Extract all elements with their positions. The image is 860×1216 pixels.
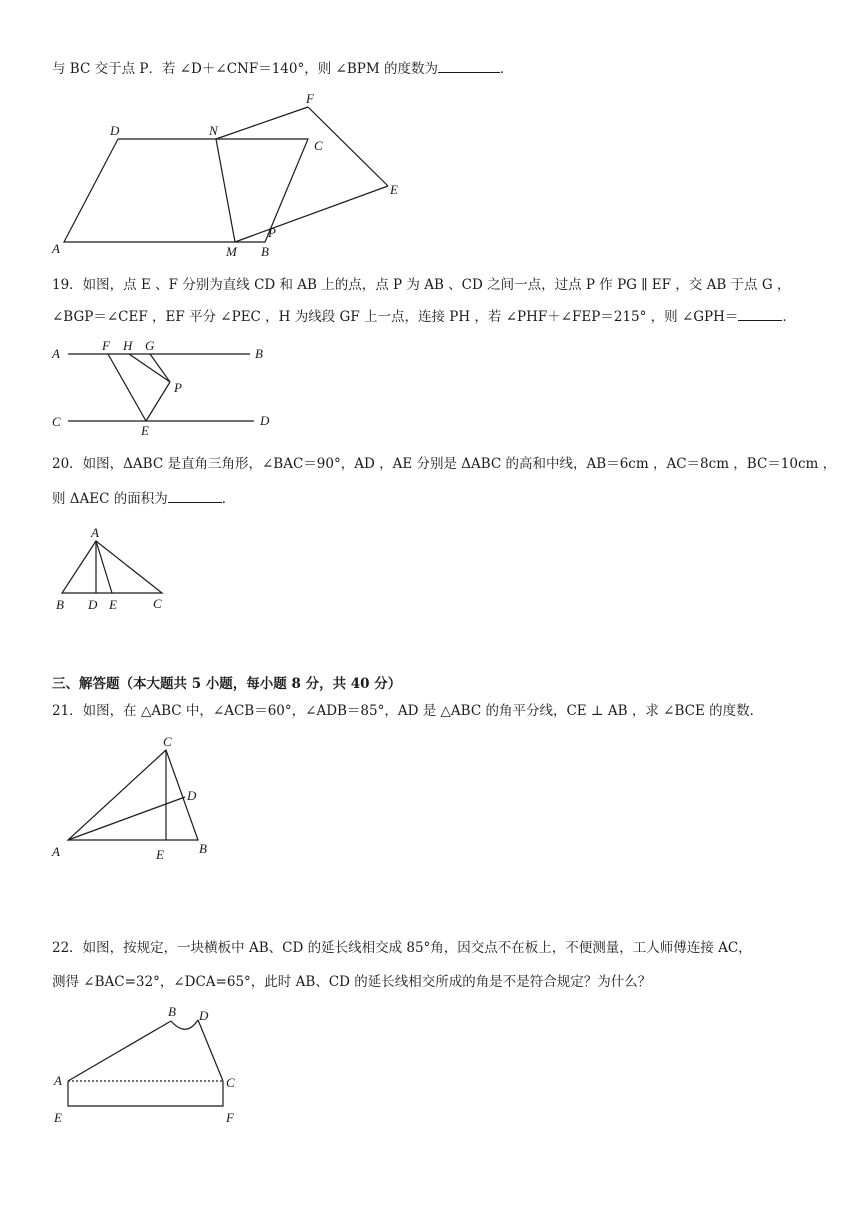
q18-label-a: A xyxy=(52,241,60,256)
q18-label-c: C xyxy=(314,138,323,153)
q19-label-a: A xyxy=(52,346,60,361)
q21-label-b: B xyxy=(199,841,207,856)
q20-label-e: E xyxy=(109,597,117,612)
q18-text-after: ． xyxy=(499,61,514,77)
q20-text-after: ． xyxy=(221,491,236,507)
q18-label-b: B xyxy=(261,244,269,259)
q19-text-after: ． xyxy=(782,309,796,325)
q18-label-p: P xyxy=(268,225,276,240)
q21-label-d: D xyxy=(187,788,197,803)
section-3-heading: 三、解答题（本大题共 5 小题，每小题 8 分，共 40 分） xyxy=(52,676,402,692)
q20-label-d: D xyxy=(88,597,98,612)
q19-label-g: G xyxy=(145,338,155,353)
q18-label-f: F xyxy=(306,91,314,106)
q22-label-e: E xyxy=(54,1110,62,1125)
q19-label-p: P xyxy=(174,380,182,395)
q19-label-f: F xyxy=(102,338,110,353)
q19-label-c: C xyxy=(52,414,61,429)
q18-label-e: E xyxy=(390,182,398,197)
q18-text-before: 与 BC 交于点 P．若 ∠D＋∠CNF＝140°，则 ∠BPM 的度数为 xyxy=(52,61,438,77)
q18-label-d: D xyxy=(110,123,120,138)
q21-label-a: A xyxy=(52,844,60,859)
q18-label-m: M xyxy=(226,244,237,259)
q21-text: 21．如图，在 △ABC 中，∠ACB＝60°，∠ADB＝85°，AD 是 △ABC 的角平分线，CE ⊥ AB ，求 ∠BCE 的度数． xyxy=(52,703,764,719)
q22-line-2: 测得 ∠BAC=32°，∠DCA=65°，此时 AB、CD 的延长线相交所成的角是不是符合规定？为什么？ xyxy=(52,974,652,990)
q19-label-e: E xyxy=(141,423,149,438)
q22-label-f: F xyxy=(226,1110,234,1125)
q19-label-b: B xyxy=(255,346,263,361)
q20-text-before: 则 ΔAEC 的面积为 xyxy=(52,491,168,507)
q22-label-d: D xyxy=(199,1008,209,1023)
q20-label-a: A xyxy=(91,525,99,540)
q19-label-h: H xyxy=(123,338,133,353)
q22-label-a: A xyxy=(54,1073,62,1088)
q19-label-d: D xyxy=(260,413,270,428)
q18-label-n: N xyxy=(209,123,218,138)
q22-segment-dc xyxy=(198,1020,223,1081)
q19-line-1: 19．如图，点 E 、F 分别为直线 CD 和 AB 上的点，点 P 为 AB 、CD 之间一点，过点 P 作 PG ∥ EF ，交 AB 于点 G ， xyxy=(52,277,791,293)
q20-line-1: 20．如图，ΔABC 是直角三角形，∠BAC＝90°，AD ，AE 分别是 ΔABC 的高和中线，AB＝6cm ，AC＝8cm ，BC＝10cm ， xyxy=(52,456,837,472)
q22-label-c: C xyxy=(226,1075,235,1090)
q21-label-c: C xyxy=(163,734,172,749)
q19-text-before: ∠BGP＝∠CEF ，EF 平分 ∠PEC ，H 为线段 GF 上一点，连接 PH ，若 ∠PHF＋∠FEP＝215° ，则 ∠GPH＝ xyxy=(52,309,739,325)
q22-board-rectangle xyxy=(68,1081,223,1106)
q22-arc-bd xyxy=(171,1020,198,1029)
q22-label-b: B xyxy=(168,1004,176,1019)
q22-segment-ab xyxy=(68,1021,171,1081)
q22-line-1: 22．如图，按规定，一块横板中 AB、CD 的延长线相交成 85°角，因交点不在板上，不便测量，工人师傅连接 AC， xyxy=(52,940,752,956)
q20-label-b: B xyxy=(56,597,64,612)
q20-label-c: C xyxy=(153,596,162,611)
q21-label-e: E xyxy=(156,847,164,862)
